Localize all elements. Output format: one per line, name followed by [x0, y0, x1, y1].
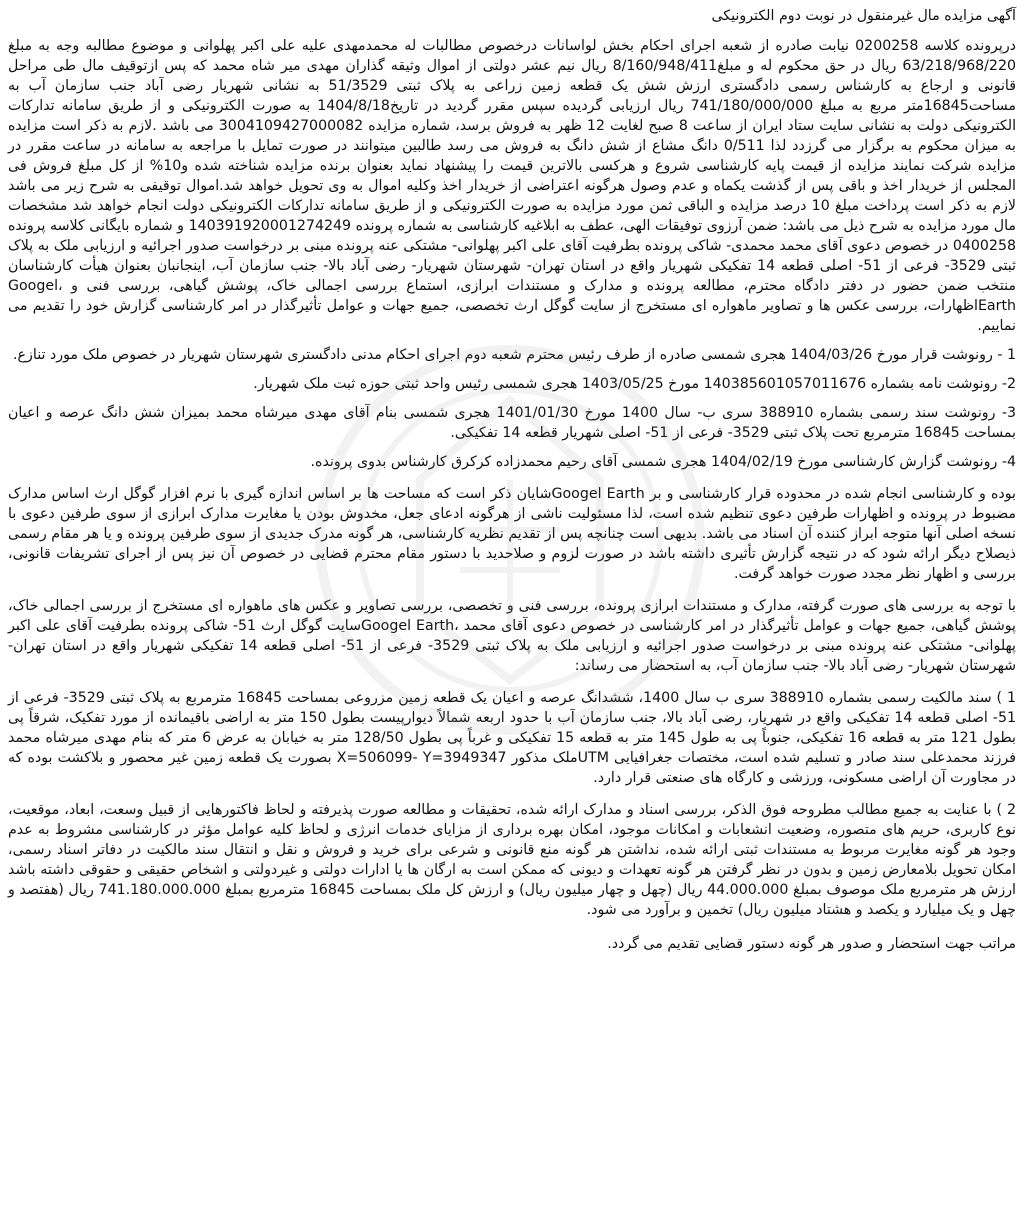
intro-paragraph: درپرونده کلاسه 0200258 نیابت صادره از شعبه اجرای احکام بخش لواسانات درخصوص مطالبات له محمدمهدی علیه علی اکبر پهلوانی و موضوع مطالبه وجه به مبلغ 63/218/968/220 ریال در حق محکوم له و مبلغ8/160/948/411 ریال نیم عشر دولتی از اموال وثیقه گذاران مهدی میر شاه محمد که پس ازتوقیف مال طی مراحل قانونی و ارجاع به کارشناس رسمی دادگستری ارزش شش یک قطعه زمین زراعی به پلاک ثبتی 51/3529 به نشانی شهریار رضی آباد جنب سازمان آب به مساحت16845متر مربع به مبلغ 741/180/000/000 ریال ارزیابی گردیده سپس مقرر گردید در تاریخ1404/8/18 به صورت الکترونیکی و از طریق سامانه تدارکات الکترونیکی دولت به نشانی سایت ستاد ایران از ساعت 8 صبح لغایت 12 ظهر به فروش برسد، شماره مزایده 3004109427000082 می باشد .لازم به ذکر است مزایده به میزان محکوم به برگزار می گرزدد لذا 0/511 دانگ مشاع از شش دانگ به فروش می رسد طالبین میتوانند در صورت تمایل با مراجعه به سامانه در ساعت مقرر در مزایده شرکت نمایند مزایده از قیمت پایه کارشناسی شروع و هرکسی بالاترین قیمت را پیشنهاد نماید بعنوان برنده مزایده شناخته شده و10% از کل مبلغ فروش فی المجلس از خریدار اخذ و باقی پس از گذشت یکماه و عدم وصول هرگونه اعتراضی از خریدار اخذ وکلیه اموال به وی تحویل خواهد شد.اموال توقیفی به شرح زیر می باشد لازم به ذکر است پرداخت مبلغ 10 درصد مزایده و الباقی ثمن مورد مزایده به صورت الکترونیکی و از طریق سامانه تدارکات الکترونیکی دولت انجام خواهد شد مشخصات مال مورد مزایده به شرح ذیل می باشد: ضمن آرزوی توفیقات الهی، عطف به ابلاغیه کارشناسی به شماره پرونده 140391920001274249 و شماره بایگانی کلاسه پرونده 0400258 در خصوص دعوی آقای محمد محمدی- شاکی پرونده بطرفیت آقای علی اکبر پهلوانی- مشتکی عنه پرونده مبنی بر درخواست صدور اجرائیه و ارزیابی ملک به پلاک ثبتی 3529- فرعی از 51- اصلی قطعه 14 تفکیکی شهریار واقع در استان تهران- شهرستان شهریار- رضی آباد بالا- جنب سازمان آب، اینجانبان بعنوان هیأت کارشناسان منتخب ضمن حضور در دفتر دادگاه محترم، مطالعه پرونده و مدارک و مستندات ابرازی، استماع بررسی اجمالی خاک، پوشش گیاهی، بررسی فنی و ،Googel Earthاظهارات، بررسی عکس ها و تصاویر ماهواره ای مستخرج از سایت گوگل ارث تخصصی، جمیع جهات و عوامل تأثیرگذار در امر کارشناسی گزارش خود را تقدیم می نماییم.: [8, 38, 1017, 334]
review-paragraph: با توجه به بررسی های صورت گرفته، مدارک و مستندات ابرازی پرونده، بررسی فنی و تخصصی، بررسی تصاویر و عکس های ماهواره ای مستخرج از بررسی اجمالی خاک، پوشش گیاهی، جمیع جهات و عوامل تأثیرگذار در امر کارشناسی در خصوص دعوی آقای محمد ،Googel Earthسایت گوگل ارث 51- شاکی پرونده بطرفیت آقای علی اکبر پهلوانی- مشتکی عنه پرونده مبنی بر درخواست صدور اجرائیه و ارزیابی ملک به پلاک ثبتی 3529- فرعی از 51- اصلی قطعه 14 تفکیکی شهریار واقع در استان تهران- شهرستان شهریار- رضی آباد بالا- جنب سازمان آب، به استحضار می رساند:: [8, 598, 1017, 674]
notice-title: آگهی مزایده مال غیرمنقول در نوبت دوم الکترونیکی: [711, 8, 1016, 24]
attachment-item-3: 3- رونوشت سند رسمی بشماره 388910 سری ب- سال 1400 مورخ 1401/01/30 هجری شمسی بنام آقای مهدی میرشاه محمد بمیزان شش دانگ عرصه و اعیان بمساحت 16845 مترمربع تحت پلاک ثبتی 3529- فرعی از 51- اصلی شهریار قطعه 14 تفکیکی.: [8, 405, 1016, 441]
valuation-point: 2 ) با عنایت به جمیع مطالب مطروحه فوق الذکر، بررسی اسناد و مدارک ارائه شده، تحقیقات و مطالعه صورت پذیرفته و لحاظ فاکتورهایی از قبیل وسعت، ابعاد، موقعیت، نوع کاربری، حریم های متصوره، وضعیت انشعابات و امکانات موجود، امکان بهره برداری از مزایای خدمات انرژی و لحاظ کلیه عوامل مؤثر در کارشناسی مشروط به عدم وجود هر گونه مغایرت مربوط به مستندات ثبتی ارائه شده، نداشتن هر گونه منع قانونی و شرعی برای خرید و فروش و نقل و انتقال سند مالکیت در دفاتر اسناد رسمی، امکان تحویل بلامعارض زمین و بدون در نظر گرفتن هر گونه تعهدات و دیونی که ممکن است به ارگان ها یا ادارات دولتی و غیردولتی و اشخاص حقیقی و حقوقی داشته باشد ارزش هر مترمربع ملک موصوف بمبلغ 44.000.000 ریال (چهل و چهار میلیون ریال) و ارزش کل ملک بمساحت 16845 مترمربع بمبلغ 741.180.000.000 ریال (هفتصد و چهل و یک میلیارد و یکصد و هشتاد میلیون ریال) تخمین و برآورد می شود.: [8, 802, 1017, 918]
attachment-item-4: 4- رونوشت گزارش کارشناسی مورخ 1404/02/19 هجری شمسی آقای رحیم محمدزاده کرکرق کارشناس بدوی پرونده.: [310, 454, 1016, 470]
property-description-point: 1 ) سند مالکیت رسمی بشماره 388910 سری ب سال 1400، ششدانگ عرصه و اعیان یک قطعه زمین مزروعی بمساحت 16845 مترمربع به پلاک ثبتی 3529- فرعی از 51- اصلی قطعه 14 تفکیکی واقع در شهریار، رضی آباد بالا، جنب سازمان آب با حدود اربعه شمالاً دیوارپیست بطول 150 متر به اراضی باقیمانده از مورد تفکیک، شرقاً پی بطول 121 متر به قطعه 16 تفکیکی، جنوباً پی به طول 145 متر به قطعه 15 تفکیکی و غرباً پی بطول 128/50 متر به خیابان به عرض 6 متر که بنام مهدی میرشاه محمد فرزند محمدعلی سند صادر و تسلیم شده است، مختصات جغرافیایی UTMملک مذکور X=506099- Y=3949347 بصورت یک قطعه زمین غیر محصور و بلاکشت بوده که در مجاورت آن اراضی مسکونی، ورزشی و کارگاه های صنعتی قرار دارد.: [8, 690, 1016, 786]
disclaimer-paragraph: بوده و کارشناسی انجام شده در محدوده قرار کارشناسی و بر Googel Earthشایان ذکر است که مساحت ها بر اساس اندازه گیری با نرم افزار گوگل ارث اساس مدارک مضبوط در پرونده و اظهارات طرفین دعوی تنظیم شده است، لذا مسئولیت ناشی از هرگونه ادعای جعل، مخدوش بودن یا مغایرت مدارک ابرازی از سوی طرفین دعوی با نسخه اصلی آنها متوجه ابراز کننده آن اسناد می باشد. بدیهی است چنانچه پس از تقدیم نظریه کارشناسی، هر گونه مدرک جدیدی از سوی طرفین پرونده و یا هر مقام رسمی ذیصلاح دیگر ارائه شود که در نتیجه گزارش تأثیری داشته باشد در صورت لزوم و صلاحدید با دستور مقام محترم قضایی در خصوص آن نیز پس از اجرای تشریفات قانونی، بررسی و اظهار نظر مجدد صورت خواهد گرفت.: [8, 486, 1016, 582]
attachment-item-2: 2- رونوشت نامه بشماره 140385601057011676 مورخ 1403/05/25 هجری شمسی رئیس واحد ثبتی حوزه ثبت ملک شهریار.: [253, 376, 1016, 392]
closing-line: مراتب جهت استحضار و صدور هر گونه دستور قضایی تقدیم می گردد.: [607, 936, 1016, 952]
attachment-item-1: 1 - رونوشت قرار مورخ 1404/03/26 هجری شمسی صادره از طرف رئیس محترم شعبه دوم اجرای احکام مدنی دادگستری شهرستان شهریار در خصوص ملک مورد تنازع.: [13, 347, 1016, 363]
